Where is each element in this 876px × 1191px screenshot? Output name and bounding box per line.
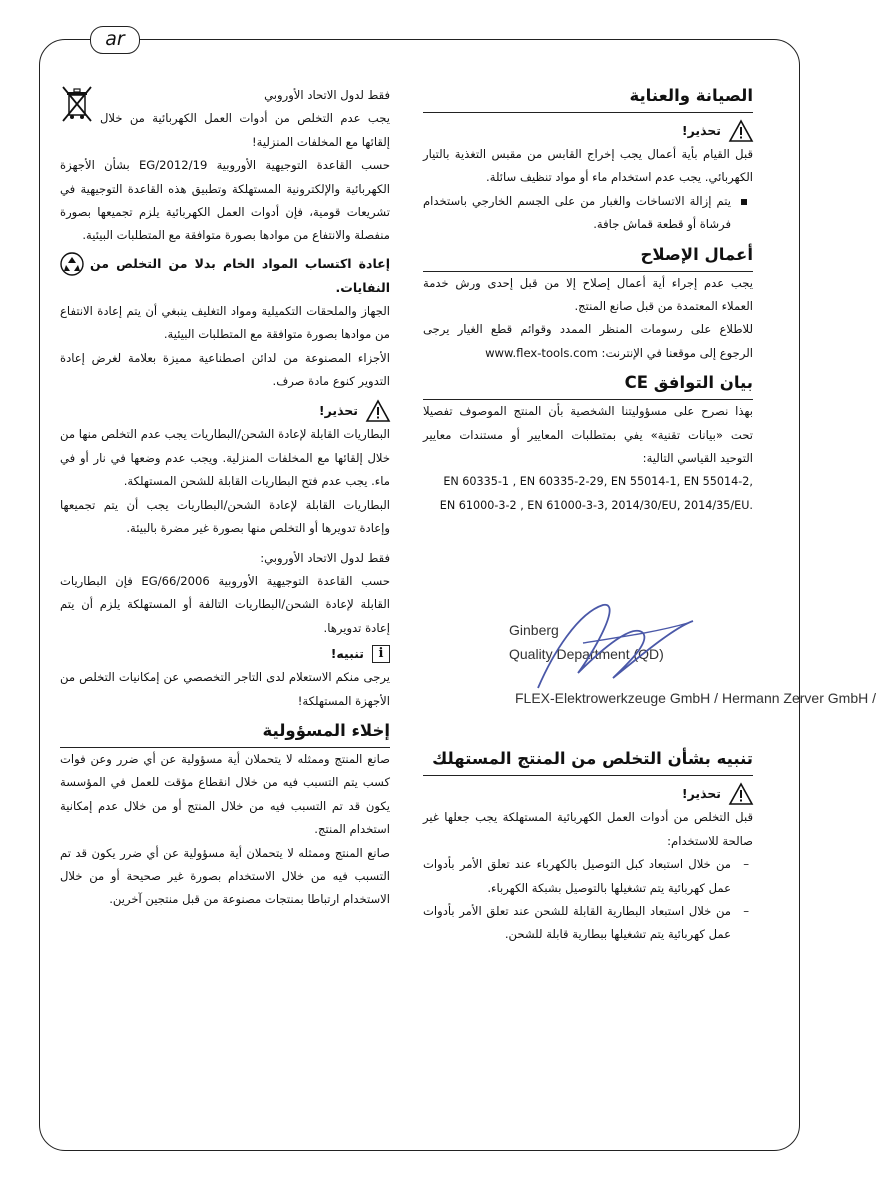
maintenance-list (423, 190, 753, 237)
ce-title: بيان التوافق CE (423, 371, 753, 400)
warning-label: تحذير! (681, 123, 721, 138)
list-item: – من خلال استبعاد كبل التوصيل بالكهرباء عند تعلق الأمر بأدوات عمل كهربائية يتم تشغيلها بالتوصيل بشبكة الكهرباء. (423, 853, 753, 900)
liability-p2: صانع المنتج وممثله لا يتحملان أية مسؤولية عن أي ضرر يكون قد تم التسبب فيه من خلال الاستخدام بصورة غير صحيحة أو من خلال الاستخدام ارتباطا بمنتجات مصنوعة من قبل منتجين آخرين. (60, 845, 390, 907)
eu-only-label: فقط لدول الاتحاد الأوروبي (264, 88, 390, 102)
battery-p1: البطاريات القابلة لإعادة الشحن/البطاريات يجب عدم التخلص منها من خلال إلقائها مع المخلفات المنزلية. ويجب عدم وضعها في نار أو في ماء. يجب عدم فتح البطاريات القابلة للشحن المستهلكة. (60, 427, 390, 489)
recycling-heading: إعادة اكتساب المواد الخام بدلا من التخلص من النفايات. (90, 255, 390, 295)
right-column (423, 84, 876, 947)
handwritten-signature (483, 593, 703, 703)
signature-company: FLEX-Elektrowerkzeuge GmbH / Hermann Zerver GmbH / (515, 690, 876, 707)
consumer-warning (423, 782, 753, 806)
notice-body: يرجى منكم الاستعلام لدى التاجر التخصصي عن إمكانيات التخلص من الأجهزة المستهلكة! (60, 670, 390, 708)
notice-label: تنبيه! (330, 646, 364, 662)
ce-body: بهذا نصرح على مسؤوليتنا الشخصية بأن المنتج الموصوف تفصيلا تحت «بيانات تقنية» يفي بمتطلبات المعايير أو مستندات معايير التوحيد القياسي التالية: (423, 404, 753, 466)
eu-only-label-2: فقط لدول الاتحاد الأوروبي: (260, 550, 390, 565)
directive-2012-text: حسب القاعدة التوجيهية الأوروبية 2012/19/EG بشأن الأجهزة الكهربائية والإلكترونية المستهلكة وتطبيق هذه القاعدة التوجيهية في تشريعات قومية، فإن أدوات العمل الكهربائية يلزم تجميعها بصورة منفصلة والانتفاع من موادها بصورة متوافقة مع المتطلبات البيئية. (60, 158, 390, 243)
signature-department: Quality Department (QD) (509, 646, 664, 663)
maintenance-body: قبل القيام بأية أعمال يجب إخراج القابس من مقبس التغذية بالتيار الكهربائي. يجب عدم استخدام ماء أو مواد تنظيف سائلة. (423, 147, 753, 185)
list-item: يتم إزالة الاتساخات والغبار من على الجسم الخارجي باستخدام فرشاة أو قطعة قماش جافة. (423, 190, 753, 237)
repair-p1: يجب عدم إجراء أية أعمال إصلاح إلا من قبل إحدى ورش خدمة العملاء المعتمدة من قبل صانع المنتج. (423, 275, 753, 314)
signature-block (423, 601, 876, 707)
maintenance-warning (423, 119, 753, 143)
language-badge: ar (90, 26, 140, 54)
warning-triangle-icon (366, 400, 390, 422)
warning-label: تحذير! (681, 786, 721, 802)
maintenance-title: الصيانة والعناية (423, 84, 753, 113)
list-item: – من خلال استبعاد البطارية القابلة للشحن عند تعلق الأمر بأدوات عمل كهربائية يتم تشغيلها ببطارية قابلة للشحن. (423, 900, 753, 947)
recycling-p1: الجهاز والملحقات التكميلية ومواد التغليف ينبغي أن يتم إعادة الانتفاع من موادها بصورة متوافقة مع المتطلبات البيئية. (60, 303, 390, 342)
left-column (60, 84, 390, 912)
directive-2006-text: حسب القاعدة التوجيهية الأوروبية EG/66/2006 فإن البطاريات القابلة لإعادة الشحن/البطاريات التالفة أو المستهلكة يلزم أن يتم إعادة تدويرها. (60, 573, 390, 635)
weee-text: يجب عدم التخلص من أدوات العمل الكهربائية من خلال إلقائها مع المخلفات المنزلية! (100, 111, 390, 149)
weee-block (60, 84, 390, 154)
recycling-block (60, 252, 390, 300)
warning-triangle-icon (729, 783, 753, 805)
warning-label: تحذير! (318, 403, 358, 419)
consumer-title: تنبيه بشأن التخلص من المنتج المستهلك (423, 747, 753, 776)
notice-row (60, 642, 390, 666)
warning-triangle-icon (729, 120, 753, 142)
consumer-body: قبل التخلص من أدوات العمل الكهربائية المستهلكة يجب جعلها غير صالحة للاستخدام: (423, 810, 753, 848)
ce-standards-1: EN 60335-1 , EN 60335-2-29, EN 55014-1, EN 55014-2, (443, 475, 753, 489)
liability-title: إخلاء المسؤولية (60, 719, 390, 748)
repair-title: أعمال الإصلاح (423, 243, 753, 272)
recycling-p2: الأجزاء المصنوعة من لدائن اصطناعية مميزة بعلامة لغرض إعادة التدوير كنوع مادة صرف. (60, 350, 390, 389)
consumer-list (423, 853, 753, 947)
liability-p1: صانع المنتج وممثله لا يتحملان أية مسؤولية عن أي ضرر وعن فوات كسب يتم التسبب فيه من خلال انقطاع مؤقت للعمل في المؤسسة يكون قد تم التسبب فيه من خلال المنتج أو من خلال عدم إمكانية استخدام المنتج. (60, 751, 390, 837)
crossed-bin-icon (60, 84, 94, 124)
repair-p2: للاطلاع على رسومات المنظر الممدد وقوائم قطع الغيار يرجى الرجوع إلى موقعنا في الإنترنت: www.flex-tools.com (423, 322, 753, 360)
ce-standards-2: EN 61000-3-2 , EN 61000-3-3, 2014/30/EU, 2014/35/EU. (439, 498, 753, 512)
info-icon: i (372, 645, 390, 663)
battery-p2: البطاريات القابلة لإعادة الشحن/البطاريات يجب أن يتم تجميعها وإعادة تدويرها أو التخلص منها بصورة غير مضرة بالبيئة. (60, 497, 390, 536)
recycling-icon (60, 252, 84, 276)
signature-name: Ginberg (509, 622, 559, 639)
battery-warning (60, 399, 390, 423)
